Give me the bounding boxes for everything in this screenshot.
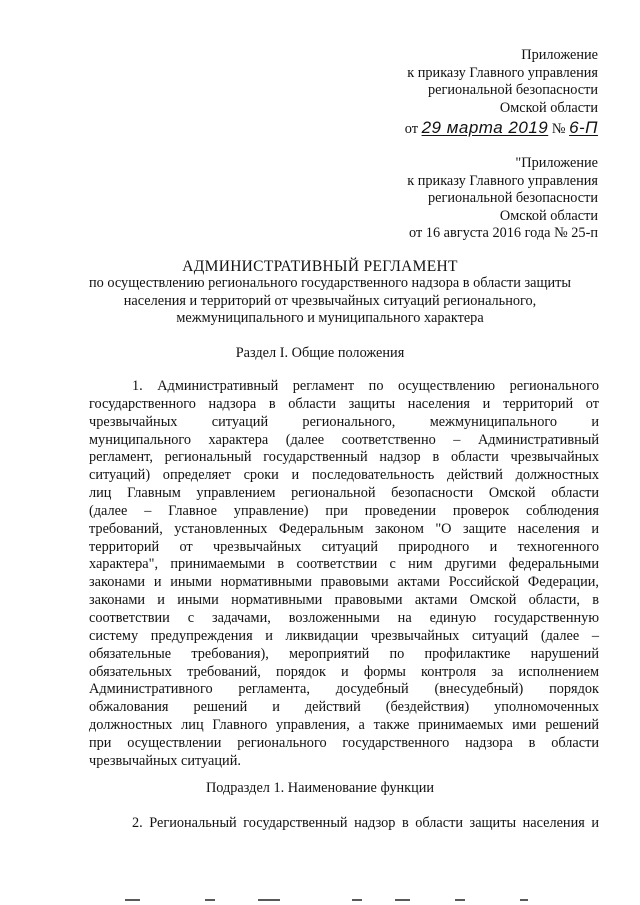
text-line: обязательных требований, порядок и формы контроля за исполнением xyxy=(89,663,599,680)
region-name: Омской области xyxy=(499,207,598,224)
subsection-heading: Подраздел 1. Наименование функции xyxy=(205,780,435,796)
document-title: АДМИНИСТРАТИВНЫЙ РЕГЛАМЕНТ xyxy=(182,258,458,275)
handwritten-date: 29 марта 2019 xyxy=(421,118,549,137)
region-name: Омской области xyxy=(499,99,598,116)
text-line: при осуществлении регионального государственного надзора в области xyxy=(89,734,599,751)
appendix-label: Приложение xyxy=(521,47,598,63)
paragraph-2-start: 2. Региональный государственный надзор в области защиты населения и xyxy=(132,815,599,831)
from-label: от xyxy=(404,121,418,137)
appendix-header xyxy=(405,47,598,139)
text-line: обязательные требования), мероприятий по профилактике нарушений xyxy=(89,645,599,662)
document-subtitle xyxy=(70,275,590,328)
text-line: чрезвычайных ситуаций. xyxy=(89,752,241,769)
number-sign: № xyxy=(551,121,566,137)
text-line: ситуаций) определяет сроки и последовательность действий должностных xyxy=(89,467,599,484)
text-line: соответствии с задачами, возложенными на единую государственную xyxy=(89,609,599,626)
text-line: законами и иными нормативными правовыми актами Российской Федерации, xyxy=(89,574,599,591)
text-line: 1. Административный регламент по осуществлению регионального xyxy=(132,378,599,394)
text-line: Административного регламента, досудебный (внесудебный) порядок xyxy=(89,681,599,698)
section-heading: Раздел I. Общие положения xyxy=(235,345,405,361)
text-line: характера", принимаемыми в соответствии с ним другими федеральными xyxy=(89,556,599,573)
text-line: законами и иными нормативными правовыми актами Омской области, в xyxy=(89,592,599,609)
order-reference: к приказу Главного управления xyxy=(407,172,598,189)
text-line: (далее – Главное управление) при проведении проверок соблюдения xyxy=(89,502,599,519)
subtitle-line: населения и территорий от чрезвычайных ситуаций регионального, xyxy=(123,292,537,309)
order-date-number xyxy=(405,119,598,139)
text-line: регламент, региональный государственный надзор в области чрезвычайных xyxy=(89,449,599,466)
text-line: систему предупреждения и ликвидации чрезвычайных ситуаций (далее – xyxy=(89,627,599,644)
subtitle-line: межмуниципального и муниципального характера xyxy=(176,310,484,327)
text-line: обжалования решений и действий (бездействия) уполномоченных xyxy=(89,699,599,716)
order-date-number: от 16 августа 2016 года № 25-п xyxy=(409,225,598,241)
text-line: территорий от чрезвычайных ситуаций природного и техногенного xyxy=(89,538,599,555)
scan-edge-marks xyxy=(0,895,640,905)
paragraph-1 xyxy=(89,378,599,771)
text-line: требований, установленных Федеральным законом "О защите населения и xyxy=(89,520,599,537)
original-appendix-header xyxy=(407,155,598,243)
subtitle-line: по осуществлению регионального государственного надзора в области защиты xyxy=(89,275,571,291)
text-line: чрезвычайных ситуаций регионального, межмуниципального и xyxy=(89,413,599,430)
text-line: должностных лиц Главного управления, а также принимаемых ими решений xyxy=(89,717,599,734)
handwritten-number: 6-П xyxy=(569,118,598,137)
order-reference: к приказу Главного управления xyxy=(407,64,598,81)
org-name: региональной безопасности xyxy=(427,190,598,206)
text-line: муниципального характера (далее соответственно – Административный xyxy=(89,431,599,448)
text-line: лиц Главным управлением региональной безопасности Омской области xyxy=(89,485,599,502)
text-line: государственного надзора в области защиты населения и территорий от xyxy=(89,395,599,412)
org-name: региональной безопасности xyxy=(427,82,598,98)
appendix-label: "Приложение xyxy=(515,155,598,171)
